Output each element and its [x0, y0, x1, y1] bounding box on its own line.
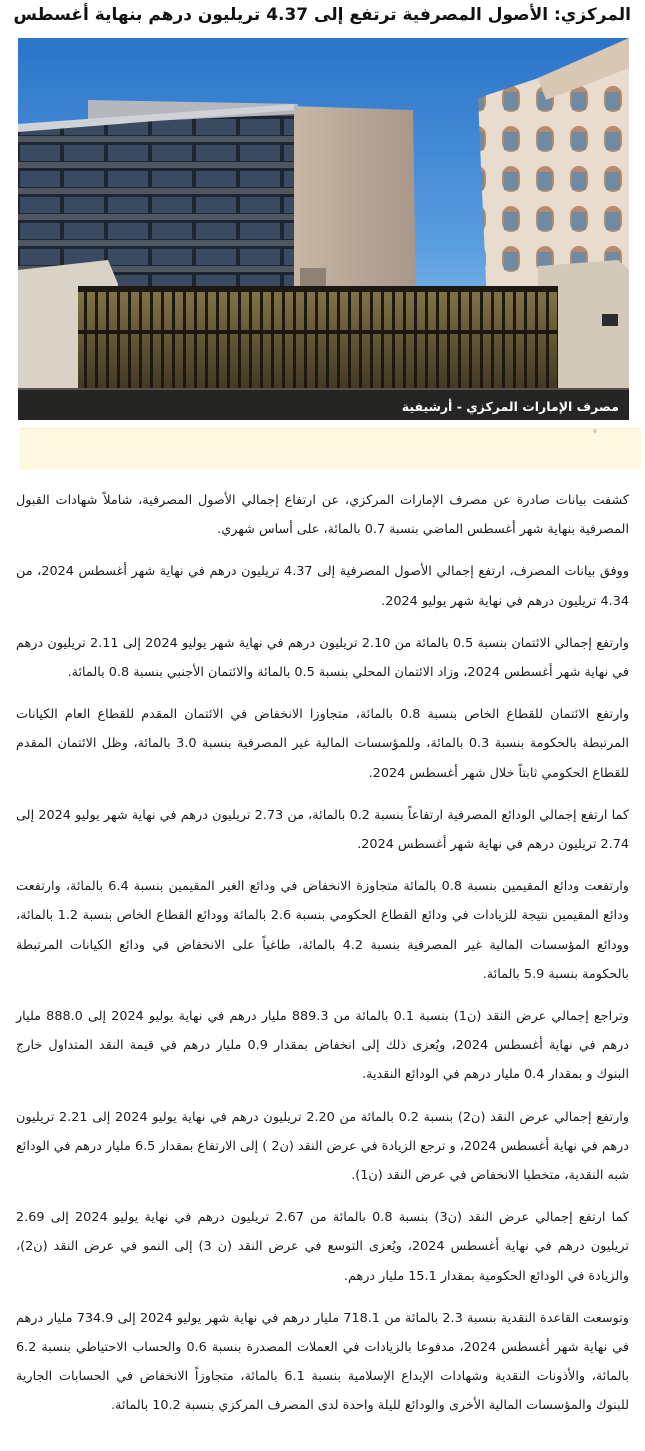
ad-marker: [593, 429, 597, 433]
article-paragraph: وارتفع إجمالي الائتمان بنسبة 0.5 بالمائة من 2.10 تريليون درهم في نهاية شهر يوليو 2024 إلى 2.11 تريليون درهم في نهاية شهر أغسطس 2024، وزاد الائتمان المحلي بنسبة 0.5 بالمائة والائتمان الأجنبي بنسبة 0.8 بالمائة.: [16, 635, 629, 681]
article-body: [16, 486, 629, 1434]
article-paragraph: وارتفعت ودائع المقيمين بنسبة 0.8 بالمائة متجاوزة الانخفاض في ودائع الغير المقيمين بنسبة 6.4 بالمائة، وارتفعت ودائع المقيمين نتيجة للزيادات في ودائع القطاع الحكومي بنسبة 2.6 بالمائة وودائع القطاع الخاص بنسبة 1.2 بالمائة، وودائع المؤسسات المالية غير المصرفية بنسبة 4.2 بالمائة، طاغياً على الانخفاض في ودائع الكيانات المرتبطة بالحكومة بنسبة 5.9 بالمائة.: [16, 879, 630, 982]
article-paragraph: وتوسعت القاعدة النقدية بنسبة 2.3 بالمائة من 718.1 مليار درهم في نهاية شهر يوليو 2024 إلى 734.9 مليار درهم في نهاية شهر أغسطس 2024، مدفوعا بالزيادات في العملات المصدرة بنسبة 0.6 والحساب الاحتياطي بنسبة 6.2 بالمائة، والأذونات النقدية وشهادات الإيداع الإسلامية بنسبة 6.1 بالمائة، متجاوزاً الانخفاض في الحسابات الجارية للبنوك والمؤسسات المالية الأخرى والودائع لليلة واحدة لدى المصرف المركزي بنسبة 10.2 بالمائة.: [16, 1310, 629, 1414]
article-paragraph: كما ارتفع إجمالي الودائع المصرفية ارتفاعاً بنسبة 0.2 بالمائة، من 2.73 تريليون درهم في نهاية شهر يوليو 2024 إلى 2.74 تريليون درهم في نهاية شهر أغسطس 2024.: [16, 807, 629, 853]
ad-placeholder: [20, 428, 641, 470]
article-photo: [18, 38, 629, 420]
article-paragraph: وتراجع إجمالي عرض النقد (ن1) بنسبة 0.1 بالمائة من 889.3 مليار درهم في نهاية يوليو 2024 إلى 888.0 مليار درهم في نهاية أغسطس 2024، ويُعزى ذلك إلى انخفاض بمقدار 0.9 مليار درهم في قيمة النقد المتداول خارج البنوك و بمقدار 0.4 مليار درهم في الودائع النقدية.: [16, 1009, 629, 1083]
article-paragraph: كما ارتفع إجمالي عرض النقد (ن3) بنسبة 0.8 بالمائة من 2.67 تريليون درهم في نهاية يوليو 2024 إلى 2.69 تريليون درهم في نهاية أغسطس 2024، ويُعزى التوسع في عرض النقد (ن 3) إلى النمو في عرض النقد (ن2)، والزيادة في الودائع الحكومية بمقدار 15.1 مليار درهم.: [16, 1210, 629, 1284]
article-paragraph: ووفق بيانات المصرف، ارتفع إجمالي الأصول المصرفية إلى 4.37 تريليون درهم في نهاية شهر أغسطس 2024، من 4.34 تريليون درهم في نهاية شهر يوليو 2024.: [16, 564, 630, 609]
article-headline: المركزي: الأصول المصرفية ترتفع إلى 4.37 تريليون درهم بنهاية أغسطس: [14, 5, 631, 25]
central-bank-building-image: [18, 38, 629, 420]
article-paragraph: وارتفع الائتمان للقطاع الخاص بنسبة 0.8 بالمائة، متجاوزا الانخفاض في الائتمان المقدم للقطاع العام الكيانات المرتبطة بالحكومة بنسبة 0.3 بالمائة، وللمؤسسات المالية غير المصرفية بنسبة 3.0 بالمائة، وظل الائتمان المقدم للقطاع الحكومي ثابتاً خلال شهر أغسطس 2024.: [16, 707, 630, 781]
article-paragraph: وارتفع إجمالي عرض النقد (ن2) بنسبة 0.2 بالمائة من 2.20 تريليون درهم في نهاية يوليو 2024 إلى 2.21 تريليون درهم في نهاية أغسطس 2024، و ترجع الزيادة في عرض النقد (ن2 ) إلى الارتفاع بمقدار 6.5 مليار درهم في الودائع شبه النقدية، متخطيا الانخفاض في عرض النقد (ن1).: [16, 1109, 629, 1184]
article-paragraph: كشفت بيانات صادرة عن مصرف الإمارات المركزي، عن ارتفاع إجمالي الأصول المصرفية، شاملاً شهادات القبول المصرفية بنهاية شهر أغسطس الماضي بنسبة 0.7 بالمائة، على أساس شهري.: [16, 493, 629, 538]
photo-caption: مصرف الإمارات المركزي - أرشيفية: [401, 399, 619, 414]
